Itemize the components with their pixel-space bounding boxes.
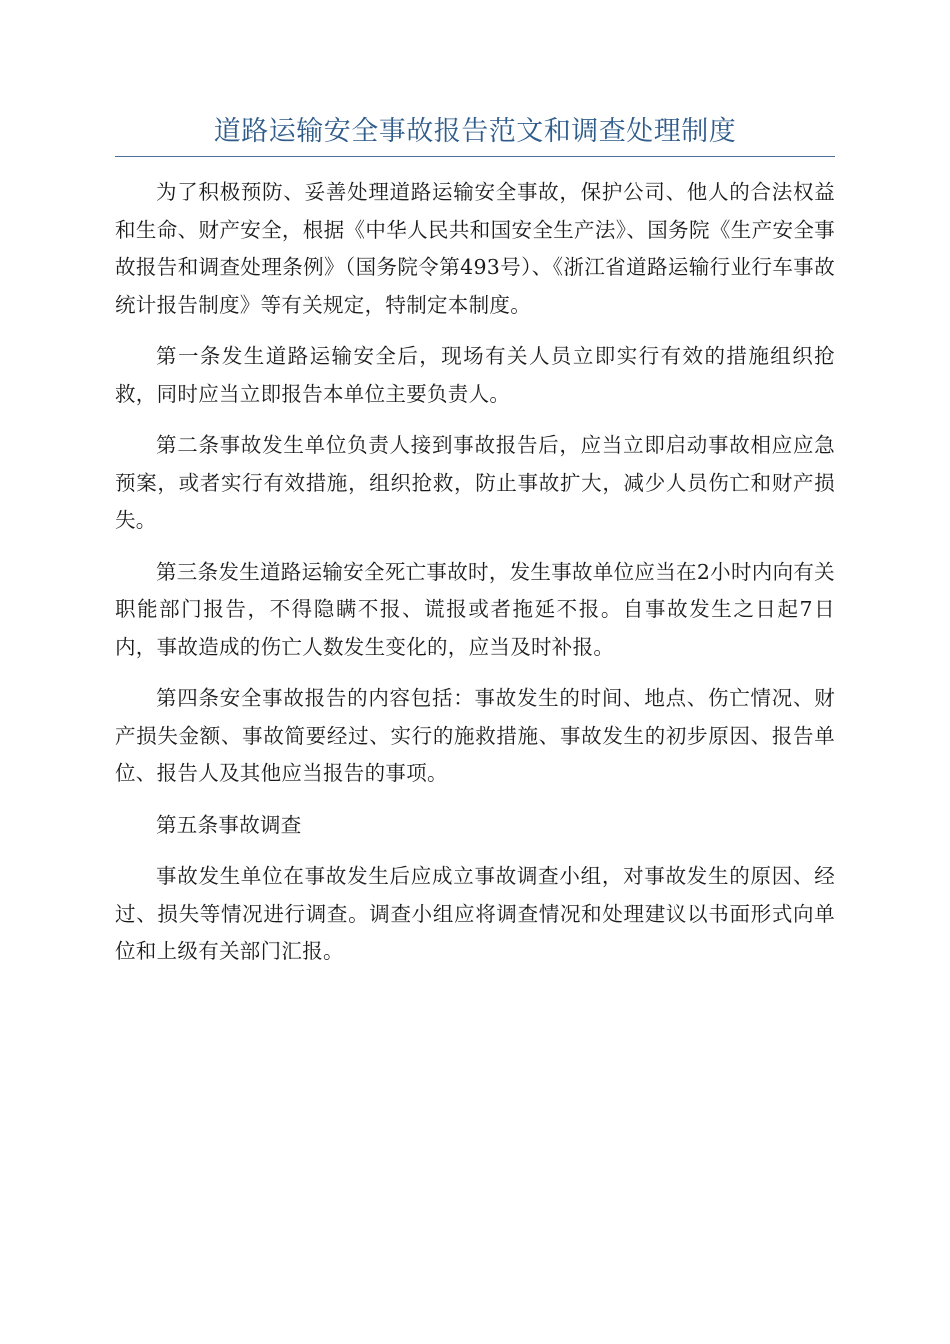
document-body bbox=[115, 174, 835, 985]
paragraph-article-3: 第三条发生道路运输安全死亡事故时，发生事故单位应当在2小时内向有关职能部门报告，不得隐瞒不报、谎报或者拖延不报。自事故发生之日起7日内，事故造成的伤亡人数发生变化的，应当及时补报。 bbox=[115, 559, 835, 659]
paragraph-intro: 为了积极预防、妥善处理道路运输安全事故，保护公司、他人的合法权益和生命、财产安全，根据《中华人民共和国安全生产法》、国务院《生产安全事故报告和调查处理条例》（国务院令第493号）、《浙江省道路运输行业行车事故统计报告制度》等有关规定，特制定本制度。 bbox=[115, 180, 835, 317]
document-title: 道路运输安全事故报告范文和调查处理制度 bbox=[213, 116, 737, 147]
paragraph-article-5-heading: 第五条事故调查 bbox=[156, 812, 302, 837]
paragraph-article-2: 第二条事故发生单位负责人接到事故报告后，应当立即启动事故相应应急预案，或者实行有效措施，组织抢救，防止事故扩大，减少人员伤亡和财产损失。 bbox=[115, 433, 835, 532]
document-header bbox=[115, 112, 835, 157]
paragraph-investigation: 事故发生单位在事故发生后应成立事故调查小组，对事故发生的原因、经过、损失等情况进行调查。调查小组应将调查情况和处理建议以书面形式向单位和上级有关部门汇报。 bbox=[115, 864, 835, 963]
paragraph-article-4: 第四条安全事故报告的内容包括：事故发生的时间、地点、伤亡情况、财产损失金额、事故简要经过、实行的施救措施、事故发生的初步原因、报告单位、报告人及其他应当报告的事项。 bbox=[115, 686, 835, 785]
paragraph-article-1: 第一条发生道路运输安全后，现场有关人员立即实行有效的措施组织抢救，同时应当立即报告本单位主要负责人。 bbox=[115, 344, 835, 406]
